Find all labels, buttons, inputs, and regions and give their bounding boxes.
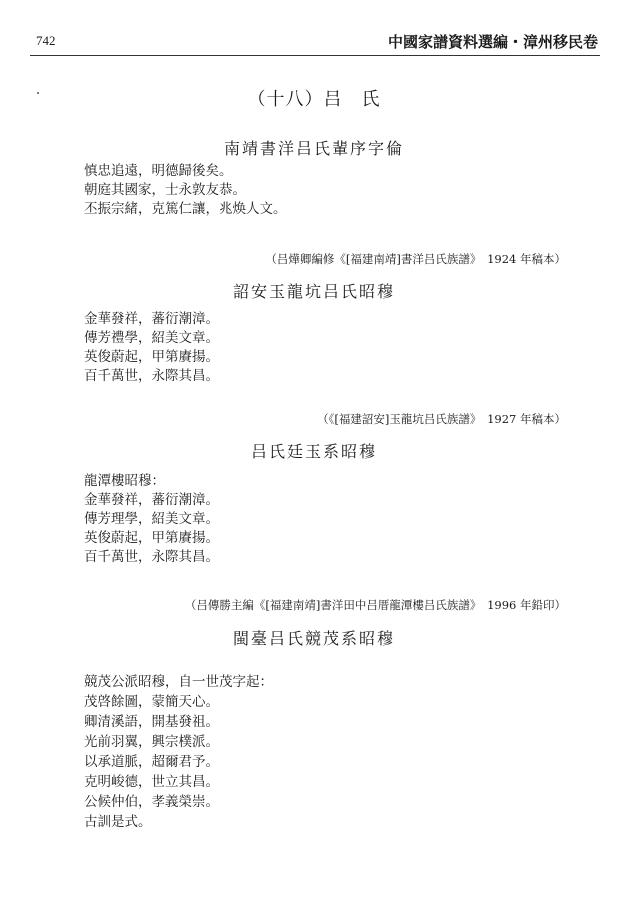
verse-block: [84, 472, 219, 567]
page-header: [0, 0, 628, 60]
verse-line: 競茂公派昭穆，自一世茂字起：: [84, 674, 273, 690]
verse-block: [84, 672, 273, 832]
section-title: 吕氏廷玉系昭穆: [250, 442, 377, 461]
verse-line: 百千萬世，永際其昌。: [84, 368, 219, 384]
page-number: 742: [36, 33, 56, 48]
verse-line: 龍潭樓昭穆：: [84, 473, 165, 489]
source-citation: （吕燁卿編修《[福建南靖]書洋吕氏族譜》 1924 年稿本）: [265, 252, 566, 266]
verse-line: 傳芳理學，紹美文章。: [84, 511, 219, 527]
verse-line: 卿清溪語，開基發祖。: [84, 714, 219, 730]
verse-block: [84, 162, 287, 219]
verse-line: 慎忠追遠，明德歸後矣。: [84, 163, 233, 179]
verse-line: 英俊蔚起，甲第賡揚。: [84, 349, 219, 365]
verse-line: 百千萬世，永際其昌。: [84, 549, 219, 565]
verse-line: 公候仲伯，孝義榮崇。: [84, 794, 219, 810]
chapter-title: （十八）吕 氏: [247, 89, 381, 110]
verse-line: 金華發祥，蕃衍潮漳。: [84, 311, 219, 327]
section-title: 詔安玉龍坑吕氏昭穆: [232, 282, 395, 301]
verse-line: 傳芳禮學，紹美文章。: [84, 330, 219, 346]
verse-line: 朝庭其國家，士永敦友恭。: [84, 182, 246, 198]
section-title: 南靖書洋吕氏輩序字倫: [223, 139, 404, 158]
section-title: 閩臺吕氏競茂系昭穆: [232, 629, 395, 648]
source-citation: （《[福建詔安]玉龍坑吕氏族譜》 1927 年稿本）: [317, 412, 566, 426]
running-title: 中國家譜資料選編・漳州移民卷: [387, 33, 598, 51]
verse-line: 以承道脈，超爾君予。: [84, 754, 219, 770]
source-citation: （吕傳勝主編《[福建南靖]書洋田中吕厝龍潭樓吕氏族譜》 1996 年鉛印）: [184, 598, 566, 612]
verse-block: [84, 310, 219, 386]
verse-line: 克明峻德，世立其昌。: [84, 774, 219, 790]
verse-line: 茂啓餘圖，蒙簡天心。: [84, 694, 219, 710]
header-rule: [30, 55, 600, 56]
verse-line: 丕振宗緒，克篤仁讓，兆焕人文。: [84, 201, 287, 217]
verse-line: 古訓是式。: [84, 814, 152, 830]
verse-line: 英俊蔚起，甲第賡揚。: [84, 530, 219, 546]
verse-line: 金華發祥，蕃衍潮漳。: [84, 492, 219, 508]
verse-line: 光前羽翼，興宗樸派。: [84, 734, 219, 750]
